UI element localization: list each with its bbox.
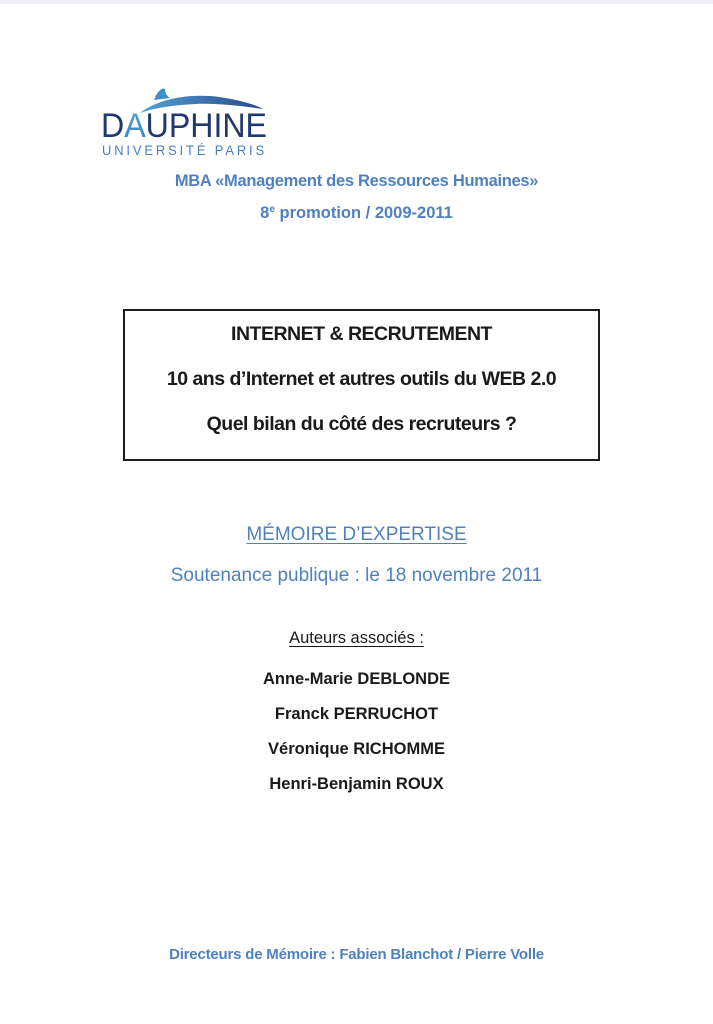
title-box: [123, 309, 600, 461]
title-line-3: Quel bilan du côté des recruteurs ?: [206, 412, 517, 435]
authors-list: [0, 662, 713, 802]
authors-heading: Auteurs associés :: [289, 629, 424, 647]
defense-date-line: Soutenance publique : le 18 novembre 2011: [170, 565, 543, 586]
promotion-number: 8: [260, 204, 270, 222]
author-name: Henri-Benjamin ROUX: [269, 775, 444, 793]
author-name: Véronique RICHOMME: [268, 740, 445, 758]
dolphin-fin-icon: [154, 89, 170, 100]
directors-line: Directeurs de Mémoire : Fabien Blanchot / Pierre Volle: [169, 946, 544, 963]
dauphine-logo: [101, 86, 269, 160]
author-name: Anne-Marie DEBLONDE: [262, 670, 451, 688]
logo-subtitle: UNIVERSITÉ PARIS: [102, 143, 267, 158]
promotion-ordinal-sup: e: [269, 204, 275, 215]
author-name: Franck PERRUCHOT: [274, 705, 439, 723]
title-line-2: 10 ans d’Internet et autres outils du WEB 2.0: [166, 367, 557, 390]
title-line-1: INTERNET & RECRUTEMENT: [231, 322, 492, 345]
promotion-line: [0, 204, 713, 223]
program-title: MBA «Management des Ressources Humaines»: [174, 172, 539, 190]
promotion-years: promotion / 2009-2011: [274, 204, 453, 222]
viewer-top-strip: [0, 0, 713, 4]
memoire-heading: MÉMOIRE D’EXPERTISE: [246, 524, 467, 545]
logo-wordmark: DAUPHINE: [101, 107, 269, 145]
